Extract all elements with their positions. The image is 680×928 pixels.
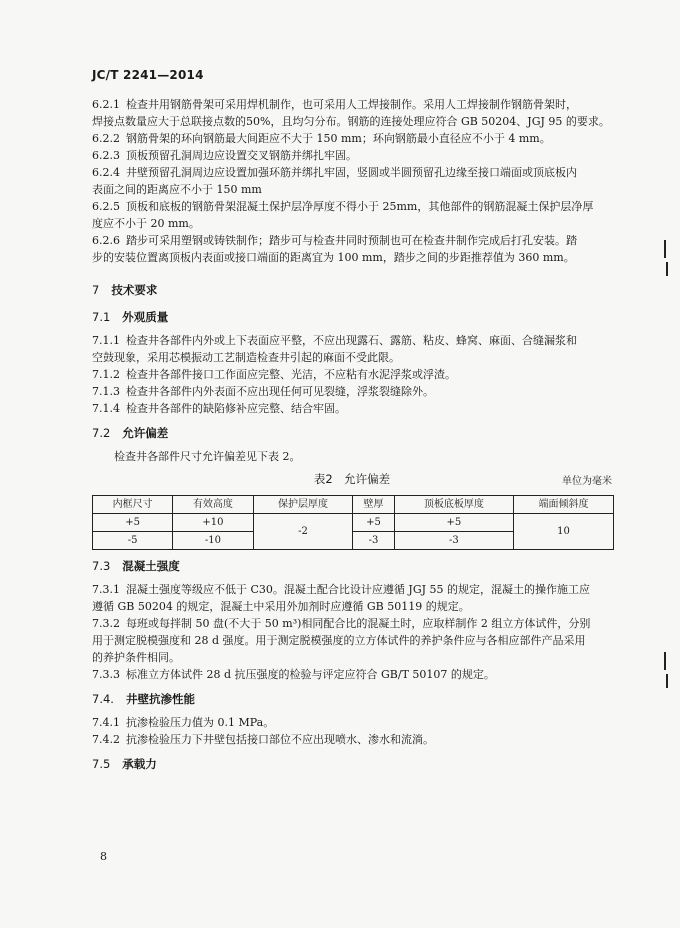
clause-number: 7.3.3 <box>92 668 120 681</box>
clause-6-2-5 <box>92 198 612 215</box>
clause-number: 6.2.6 <box>92 234 120 247</box>
table-unit: 单位为毫米 <box>562 476 612 487</box>
table-cell: +5 <box>93 514 173 532</box>
clause-7-3-2 <box>92 615 612 632</box>
heading-number: 7 <box>92 283 100 297</box>
clause-number: 7.1.1 <box>92 334 120 347</box>
clause-6-2-4 <box>92 164 612 181</box>
clause-continuation: 遵循 GB 50204 的规定，混凝土中采用外加剂时应遵循 GB 50119 的规定。 <box>92 600 470 613</box>
table-cell: -5 <box>93 532 173 550</box>
margin-mark <box>666 262 668 276</box>
table-cell: +10 <box>173 514 253 532</box>
table-cell: -3 <box>353 532 394 550</box>
section-heading-7-5 <box>92 756 612 773</box>
clause-number: 7.4.2 <box>92 733 120 746</box>
table-cell: -10 <box>173 532 253 550</box>
clause-continuation: 焊接点数量应大于总联接点数的50%，且均匀分布。钢筋的连接处理应符合 GB 50204、JGJ 95 的要求。 <box>92 115 610 128</box>
section-heading-7-4 <box>92 691 612 708</box>
clause-number: 6.2.4 <box>92 166 120 179</box>
clause-7-1-1 <box>92 332 612 349</box>
clause-7-1-4 <box>92 400 612 417</box>
heading-title: 井壁抗渗性能 <box>125 692 195 706</box>
clause-text: 抗渗检验压力值为 0.1 MPa。 <box>126 716 275 729</box>
clause-continuation: 用于测定脱模强度和 28 d 强度。用于测定脱模强度的立方体试件的养护条件应与各相应部件产品采用 <box>92 634 586 647</box>
section-heading-7-1 <box>92 309 612 326</box>
clause-continuation: 表面之间的距离应不小于 150 mm <box>92 183 262 196</box>
margin-mark <box>664 652 666 670</box>
tolerance-table <box>92 495 614 550</box>
clause-text: 踏步可采用塑钢或铸铁制作；踏步可与检查井同时预制也可在检查井制作完成后打孔安装。踏 <box>126 234 577 247</box>
table-header-row <box>93 496 614 514</box>
clause-text: 顶板预留孔洞周边应设置交叉钢筋并绑扎牢固。 <box>126 149 357 162</box>
column-header: 保护层厚度 <box>253 496 353 514</box>
clause-7-1-3 <box>92 383 612 400</box>
clause-number: 6.2.5 <box>92 200 120 213</box>
clause-7-3-1 <box>92 581 612 598</box>
heading-number: 7.2 <box>92 426 111 440</box>
clause-number: 6.2.2 <box>92 132 120 145</box>
page-number: 8 <box>100 850 107 863</box>
clause-text: 检查井各部件接口工作面应完整、光洁，不应粘有水泥浮浆或浮渣。 <box>126 368 456 381</box>
clause-continuation: 的养护条件相同。 <box>92 651 180 664</box>
heading-number: 7.4. <box>92 692 114 706</box>
clause-text: 顶板和底板的钢筋骨架混凝土保护层净厚度不得小于 25mm，其他部件的钢筋混凝土保护层净厚 <box>126 200 594 213</box>
clause-text: 检查井各部件内外表面不应出现任何可见裂缝，浮浆裂缝除外。 <box>126 385 434 398</box>
clause-6-2-3 <box>92 147 612 164</box>
clause-number: 7.4.1 <box>92 716 120 729</box>
clause-number: 7.1.3 <box>92 385 120 398</box>
clause-continuation: 度应不小于 20 mm。 <box>92 217 200 230</box>
clause-text: 混凝土强度等级应不低于 C30。混凝土配合比设计应遵循 JGJ 55 的规定，混凝土的操作施工应 <box>126 583 591 596</box>
clause-number: 7.3.1 <box>92 583 120 596</box>
clause-7-3-3 <box>92 666 612 683</box>
heading-number: 7.1 <box>92 310 111 324</box>
clause-number: 7.1.4 <box>92 402 120 415</box>
table-cell: +5 <box>353 514 394 532</box>
clause-text: 钢筋骨架的环向钢筋最大间距应不大于 150 mm；环向钢筋最小直径应不小于 4 mm。 <box>126 132 551 145</box>
section-heading-7-2 <box>92 425 612 442</box>
heading-title: 技术要求 <box>111 283 158 297</box>
column-header: 内框尺寸 <box>93 496 173 514</box>
clause-continuation: 步的安装位置离顶板内表面或接口端面的距离宜为 100 mm，踏步之间的步距推荐值为 360 mm。 <box>92 251 575 264</box>
table-cell: -3 <box>394 532 513 550</box>
heading-title: 混凝土强度 <box>122 559 180 573</box>
clause-7-4-2 <box>92 731 612 748</box>
table-title: 表2 允许偏差 <box>313 472 391 486</box>
heading-title: 外观质量 <box>122 310 169 324</box>
clause-number: 6.2.1 <box>92 98 120 111</box>
clause-number: 7.3.2 <box>92 617 120 630</box>
column-header: 有效高度 <box>173 496 253 514</box>
table-intro-paragraph: 检查井各部件尺寸允许偏差见下表 2。 <box>114 450 301 463</box>
clause-number: 7.1.2 <box>92 368 120 381</box>
clause-continuation: 空鼓现象，采用芯模振动工艺制造检查井引起的麻面不受此限。 <box>92 351 400 364</box>
heading-number: 7.3 <box>92 559 111 573</box>
clause-text: 检查井各部件的缺陷修补应完整、结合牢固。 <box>126 402 346 415</box>
clause-text: 检查井用钢筋骨架可采用焊机制作，也可采用人工焊接制作。采用人工焊接制作钢筋骨架时， <box>126 98 577 111</box>
table-row <box>93 514 614 532</box>
clause-number: 6.2.3 <box>92 149 120 162</box>
heading-number: 7.5 <box>92 757 111 771</box>
table-cell: 10 <box>514 514 614 550</box>
heading-title: 允许偏差 <box>122 426 169 440</box>
table-cell: -2 <box>253 514 353 550</box>
clause-text: 每班或每拌制 50 盘(不大于 50 m³)相同配合比的混凝土时，应取样制作 2 组立方体试件，分别 <box>126 617 591 630</box>
clause-text: 抗渗检验压力下井壁包括接口部位不应出现喷水、渗水和流淌。 <box>126 733 434 746</box>
clause-text: 检查井各部件内外或上下表面应平整，不应出现露石、露筋、粘皮、蜂窝、麻面、合缝漏浆和 <box>126 334 577 347</box>
page-content <box>92 96 612 779</box>
table-caption <box>92 471 612 491</box>
clause-text: 标准立方体试件 28 d 抗压强度的检验与评定应符合 GB/T 50107 的规定。 <box>126 668 495 681</box>
column-header: 顶板底板厚度 <box>394 496 513 514</box>
column-header: 端面倾斜度 <box>514 496 614 514</box>
clause-6-2-2 <box>92 130 612 147</box>
margin-mark <box>666 674 668 688</box>
section-heading-7-3 <box>92 558 612 575</box>
column-header: 壁厚 <box>353 496 394 514</box>
clause-7-4-1 <box>92 714 612 731</box>
table-cell: +5 <box>394 514 513 532</box>
standard-code-header: JC/T 2241—2014 <box>92 68 204 82</box>
clause-6-2-6 <box>92 232 612 249</box>
clause-text: 井壁预留孔洞周边应设置加强环筋并绑扎牢固，竖圆或半圆预留孔边缘至接口端面或顶底板内 <box>126 166 577 179</box>
chapter-heading <box>92 282 612 299</box>
clause-6-2-1 <box>92 96 612 113</box>
clause-7-1-2 <box>92 366 612 383</box>
heading-title: 承载力 <box>122 757 157 771</box>
margin-mark <box>664 240 666 258</box>
